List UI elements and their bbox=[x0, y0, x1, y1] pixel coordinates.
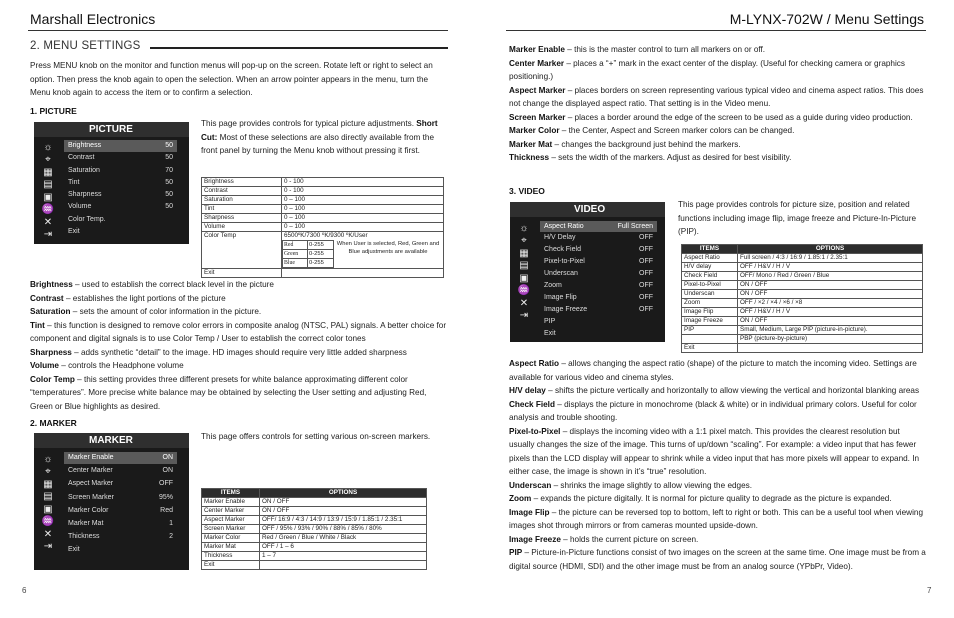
marker-row-exit[interactable]: Exit bbox=[68, 546, 80, 554]
user-rgb-table: Red 0-255 Green 0-255 Blue 0-255 bbox=[282, 240, 334, 268]
exit-icon: ⇥ bbox=[43, 541, 53, 553]
audio-icon: ♒ bbox=[41, 516, 55, 528]
table-row: PBP (picture-by-picture) bbox=[682, 335, 923, 344]
picture-descriptions: Brightness – used to establish the correct black level in the picture Contrast – establishes the light portions of the picture Saturation – sets the amount of color information in the picture. Tint – this function is designed to remove color errors in composite analog (NTSC, PAL) signals. A better choice for component and digital signals is to use Color Temp / User to establish the correct color tones Sharpness – adds synthetic “detail” to the image. HD images should require very little added sharpness Volume – controls the Headphone volume Color Temp – this setting provides three different presets for white balance approximating different color “temperatures”. More precise white balance may be obtained by selecting the User setting and adjusting Red, Green or Blue highlights as desired. bbox=[30, 280, 447, 411]
marker-row-thickness[interactable]: Thickness 2 bbox=[68, 533, 173, 541]
marker-icon: ⌖ bbox=[521, 235, 527, 247]
video-icon: ▦ bbox=[519, 247, 529, 259]
table-row: Marker Color Red / Green / Blue / White / Black bbox=[202, 534, 427, 543]
picture-heading: 1. PICTURE bbox=[30, 106, 77, 116]
video-row-underscan[interactable]: Underscan OFF bbox=[544, 270, 653, 278]
video-descriptions: Aspect Ratio – allows changing the aspect ratio (shape) of the picture to match the incoming video. Settings are available for various video and cinema styles. H/V delay – shifts the picture vertically and horizontally to allow viewing the vertical and horizontal blanking areas Check Field – displays the picture in monochrome (black & white) or in individual primary colors. Useful for color analysis and trouble shooting. Pixel-to-Pixel – displays the incoming video with a 1:1 pixel match. This provides the clearest resolution but usually changes the size of the image. This turns of up/down “scaling”. For example: a video input that has fewer pixels than the LCD display will appear to shrink while a video input that has more pixels will appear to expand. In either case, the image is shown in it’s “true” resolution. Underscan – shrinks the image slightly to allow viewing the edges. Zoom – expands the picture digitally. It is normal for picture quality to degrade as the picture is expanded. Image Flip – the picture can be reversed top to bottom, left to right or both. This can be a useful tool when viewing images shot through mirrors or from cameras mounted upside-down. Image Freeze – holds the current picture on screen. PIP – Picture-in-Picture functions consist of two images on the screen at the same time. One image must be from a digital source (HDMI, SDI) and the other image must be from an analog source (YPbPr, Video). bbox=[509, 359, 926, 571]
marker-menu-title: MARKER bbox=[34, 433, 189, 448]
video-row-pip[interactable]: PIP bbox=[544, 318, 556, 326]
audio-icon: ♒ bbox=[517, 285, 531, 297]
page-number-right: 7 bbox=[927, 586, 932, 595]
picture-row-exit[interactable]: Exit bbox=[68, 228, 80, 236]
menu-icon-column bbox=[513, 222, 535, 322]
video-row-image-freeze[interactable]: Image Freeze OFF bbox=[544, 306, 653, 314]
picture-row-brightness[interactable]: Brightness 50 bbox=[64, 140, 177, 152]
table-row: Exit bbox=[682, 344, 923, 353]
tools-icon: ✕ bbox=[519, 297, 529, 309]
video-row-pixel-to-pixel[interactable]: Pixel-to-Pixel OFF bbox=[544, 258, 653, 266]
video-menu bbox=[510, 202, 665, 342]
table-row: Volume 0 – 100 bbox=[202, 223, 444, 232]
header-rule-left bbox=[28, 30, 448, 31]
table-row: Underscan ON / OFF bbox=[682, 290, 923, 299]
video-row-exit[interactable]: Exit bbox=[544, 330, 556, 338]
marker-icon: ⌖ bbox=[45, 154, 51, 166]
table-header: ITEMS OPTIONS bbox=[202, 489, 427, 498]
page-number-left: 6 bbox=[22, 586, 27, 595]
marker-row-center[interactable]: Center Marker ON bbox=[68, 467, 173, 475]
video-row-image-flip[interactable]: Image Flip OFF bbox=[544, 294, 653, 302]
exit-icon: ⇥ bbox=[43, 229, 53, 241]
table-row: Screen Marker OFF / 95% / 93% / 90% / 88% / 85% / 80% bbox=[202, 525, 427, 534]
menu-icon-column bbox=[37, 141, 59, 241]
section-rule bbox=[150, 47, 448, 49]
table-header: ITEMS OPTIONS bbox=[682, 245, 923, 254]
table-row: Color Temp 6500ºK/7300 ºK/9300 ºK/User Red 0-255 Green 0-255 Blue 0-255 When User is selected, Red, Green and Blue adjustments are available bbox=[202, 232, 444, 269]
marker-row-aspect[interactable]: Aspect Marker OFF bbox=[68, 480, 173, 488]
marker-row-enable[interactable]: Marker Enable ON bbox=[64, 452, 177, 464]
camera-icon: ▣ bbox=[43, 191, 53, 203]
user-note: When User is selected, Red, Green and Blue adjustments are available bbox=[336, 241, 440, 255]
table-row: Zoom OFF / ×2 / ×4 / ×6 / ×8 bbox=[682, 299, 923, 308]
table-row: Exit bbox=[202, 269, 444, 278]
video-row-hv-delay[interactable]: H/V Delay OFF bbox=[544, 234, 653, 242]
picture-row-tint[interactable]: Tint 50 bbox=[68, 178, 173, 186]
exit-icon: ⇥ bbox=[519, 310, 529, 322]
header-rule-right bbox=[506, 30, 926, 31]
table-row: Center Marker ON / OFF bbox=[202, 507, 427, 516]
video-menu-title: VIDEO bbox=[510, 202, 665, 217]
table-row: Aspect Marker OFF/ 16:9 / 4:3 / 14:9 / 13:9 / 15:9 / 1.85:1 / 2.35:1 bbox=[202, 516, 427, 525]
video-table bbox=[681, 244, 923, 353]
picture-row-color-temp[interactable]: Color Temp. bbox=[68, 215, 106, 223]
video-heading: 3. VIDEO bbox=[509, 186, 545, 196]
film-icon: ▤ bbox=[43, 179, 53, 191]
table-row: Saturation 0 – 100 bbox=[202, 196, 444, 205]
table-row: Tint 0 – 100 bbox=[202, 205, 444, 214]
picture-row-volume[interactable]: Volume 50 bbox=[68, 203, 173, 211]
table-row: Brightness 0 - 100 bbox=[202, 178, 444, 187]
video-icon: ▦ bbox=[43, 478, 53, 490]
table-row: Check Field OFF/ Mono / Red / Green / Blue bbox=[682, 272, 923, 281]
marker-icon: ⌖ bbox=[45, 466, 51, 478]
table-row: Image Freeze ON / OFF bbox=[682, 317, 923, 326]
table-row: Exit bbox=[202, 561, 427, 570]
table-row: Marker Enable ON / OFF bbox=[202, 498, 427, 507]
video-icon: ▦ bbox=[43, 166, 53, 178]
marker-row-mat[interactable]: Marker Mat 1 bbox=[68, 520, 173, 528]
picture-row-sharpness[interactable]: Sharpness 50 bbox=[68, 191, 173, 199]
video-row-zoom[interactable]: Zoom OFF bbox=[544, 282, 653, 290]
video-description: This page provides controls for picture size, position and related functions including image flip, image freeze and Picture-In-Picture (PIP). bbox=[678, 200, 917, 236]
tools-icon: ✕ bbox=[43, 528, 53, 540]
film-icon: ▤ bbox=[43, 491, 53, 503]
table-row: H/V delay OFF / H&V / H / V bbox=[682, 263, 923, 272]
picture-table bbox=[201, 177, 444, 278]
table-row: Image Flip OFF / H&V / H / V bbox=[682, 308, 923, 317]
table-row: Thickness 1 – 7 bbox=[202, 552, 427, 561]
tools-icon: ✕ bbox=[43, 216, 53, 228]
camera-icon: ▣ bbox=[43, 503, 53, 515]
header-left: Marshall Electronics bbox=[30, 11, 156, 27]
picture-description: This page provides controls for typical picture adjustments. Short Cut: Most of these selections are also directly available from the front panel by turning the Menu knob without pressing it first. bbox=[201, 119, 438, 155]
table-row: Contrast 0 - 100 bbox=[202, 187, 444, 196]
table-row: Marker Mat OFF / 1 – 6 bbox=[202, 543, 427, 552]
table-row: Pixel-to-Pixel ON / OFF bbox=[682, 281, 923, 290]
video-row-aspect-ratio[interactable]: Aspect Ratio Full Screen bbox=[540, 221, 657, 232]
picture-menu-title: PICTURE bbox=[34, 122, 189, 137]
camera-icon: ▣ bbox=[519, 272, 529, 284]
picture-menu bbox=[34, 122, 189, 244]
table-row: Sharpness 0 – 100 bbox=[202, 214, 444, 223]
brightness-icon: ☼ bbox=[519, 222, 529, 234]
table-row: PIP Small, Medium, Large PIP (picture-in-picture). bbox=[682, 326, 923, 335]
marker-menu bbox=[34, 433, 189, 570]
picture-row-contrast[interactable]: Contrast 50 bbox=[68, 154, 173, 162]
marker-row-color[interactable]: Marker Color Red bbox=[68, 506, 173, 514]
intro-text: Press MENU knob on the monitor and function menus will pop-up on the screen. Rotate left or right to select an option. Then press the knob again to open the selection. When an arrow pointer appears in the menu, turn the Menu knob again to access the item or to confirm a selection. bbox=[30, 61, 433, 97]
marker-row-screen[interactable]: Screen Marker 95% bbox=[68, 493, 173, 501]
table-row: Aspect Ratio Full screen / 4:3 / 16:9 / 1.85:1 / 2.35:1 bbox=[682, 254, 923, 263]
header-right: M-LYNX-702W / Menu Settings bbox=[729, 11, 924, 27]
video-row-check-field[interactable]: Check Field OFF bbox=[544, 246, 653, 254]
brightness-icon: ☼ bbox=[43, 453, 53, 465]
film-icon: ▤ bbox=[519, 260, 529, 272]
marker-description: This page offers controls for setting various on-screen markers. bbox=[201, 432, 431, 441]
marker-heading: 2. MARKER bbox=[30, 418, 77, 428]
marker-table bbox=[201, 488, 427, 570]
section-title: 2. MENU SETTINGS bbox=[30, 40, 141, 52]
audio-icon: ♒ bbox=[41, 204, 55, 216]
menu-icon-column bbox=[37, 453, 59, 553]
brightness-icon: ☼ bbox=[43, 141, 53, 153]
marker-descriptions: Marker Enable – this is the master control to turn all markers on or off. Center Marker – places a “+” mark in the exact center of the display. (Useful for checking camera or graphics positioning.) Aspect Marker – places borders on screen representing various typical video and cinema aspect ratios. This does not change the displayed aspect ratio. That setting is in the Video menu. Screen Marker – places a border around the edge of the screen to be used as a guide during video production. Marker Color – the Center, Aspect and Screen marker colors can be changed. Marker Mat – changes the background just behind the markers. Thickness – sets the width of the markers. Adjust as desired for best visibility. bbox=[509, 45, 924, 162]
picture-row-saturation[interactable]: Saturation 70 bbox=[68, 166, 173, 174]
